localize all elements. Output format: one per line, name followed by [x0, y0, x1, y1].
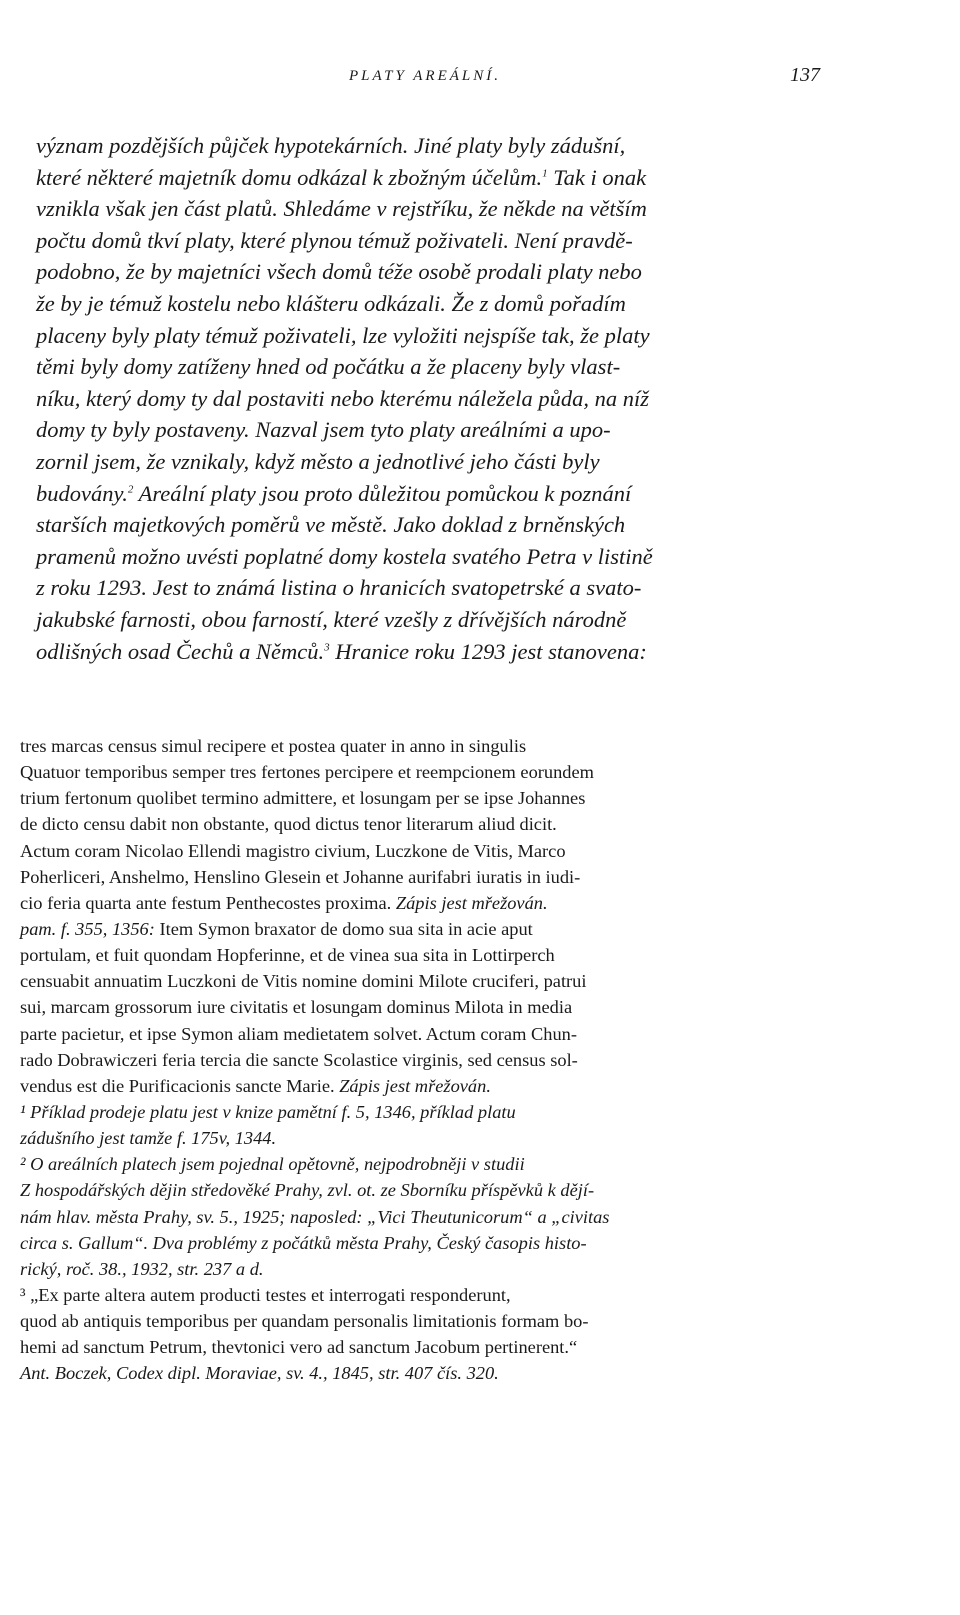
note-line	[20, 1360, 800, 1386]
text-line	[36, 509, 816, 541]
line-text: Actum coram Nicolao Ellendi magistro civium, Luczkone de Vitis, Marco	[20, 840, 566, 861]
line-text: vendus est die Purificacionis sancte Marie.	[20, 1075, 340, 1096]
note-line	[20, 785, 800, 811]
note-line	[20, 1308, 800, 1334]
note-line	[20, 1047, 800, 1073]
line-text: trium fertonum quolibet termino admittere, et losungam per se ipse Johannes	[20, 788, 586, 809]
text-line	[36, 414, 816, 446]
line-text: jakubské farnosti, obou farností, které vzešly z dřívějších národně	[36, 606, 627, 632]
note-line	[20, 1125, 800, 1151]
editorial-note: Zápis jest mřežován.	[339, 1075, 491, 1096]
note-line	[20, 1099, 800, 1125]
line-text: rický, roč. 38., 1932, str. 237 a d.	[20, 1258, 264, 1279]
text-line	[36, 130, 816, 162]
line-text: placeny byly platy témuž poživateli, lze vyložiti nejspíše tak, že platy	[36, 322, 650, 348]
note-line	[20, 811, 800, 837]
line-text: circa s. Gallum“. Dva problémy z počátků města Prahy, Český časopis histo-	[20, 1232, 587, 1253]
text-line	[36, 636, 816, 668]
note-line	[20, 1282, 800, 1308]
note-line	[20, 733, 800, 759]
line-text: zornil jsem, že vznikaly, když město a jednotlivé jeho části byly	[36, 448, 600, 474]
note-line	[20, 1073, 800, 1099]
line-text: Quatuor temporibus semper tres fertones percipere et reempcionem eorundem	[20, 762, 594, 783]
line-text: domy ty byly postaveny. Nazval jsem tyto platy areálními a upo-	[36, 417, 611, 443]
note-line	[20, 916, 800, 942]
note-line	[20, 1204, 800, 1230]
line-text-cont: Tak i onak	[547, 164, 647, 190]
note-line	[20, 890, 800, 916]
line-text: censuabit annuatim Luczkoni de Vitis nomine domini Milote cruciferi, patrui	[20, 971, 587, 992]
line-text: quod ab antiquis temporibus per quandam personalis limitationis formam bo-	[20, 1311, 589, 1332]
text-line	[36, 351, 816, 383]
line-text: že by je témuž kostelu nebo klášteru odkázali. Že z domů pořadím	[36, 290, 626, 316]
line-text: význam pozdějších půjček hypotekárních. Jiné platy byly zádušní,	[36, 133, 626, 158]
line-text: budovány.	[36, 480, 128, 506]
text-line	[36, 288, 816, 320]
text-line	[36, 256, 816, 288]
note-line	[20, 1230, 800, 1256]
line-text: počtu domů tkví platy, které plynou témuž poživateli. Není pravdě-	[36, 227, 633, 253]
note-line	[20, 1334, 800, 1360]
line-text: cio feria quarta ante festum Penthecostes proxima.	[20, 892, 396, 913]
line-text: Poherliceri, Anshelmo, Henslino Glesein et Johanne aurifabri iuratis in iudi-	[20, 866, 581, 887]
note-line	[20, 759, 800, 785]
line-text: de dicto censu dabit non obstante, quod dictus tenor literarum aliud dicit.	[20, 814, 557, 835]
note-line	[20, 838, 800, 864]
line-text: zádušního jest tamže f. 175v, 1344.	[20, 1128, 277, 1149]
note-line	[20, 1177, 800, 1203]
line-text-cont: Areální platy jsou proto důležitou pomůckou k poznání	[133, 480, 632, 506]
line-text: pramenů možno uvésti poplatné domy kostela svatého Petra v listině	[36, 543, 653, 569]
line-text-cont: Hranice roku 1293 jest stanovena:	[329, 638, 647, 664]
line-text: vznikla však jen část platů. Shledáme v rejstříku, že někde na větším	[36, 196, 647, 222]
line-text: tres marcas census simul recipere et postea quater in anno in singulis	[20, 736, 527, 756]
text-line	[36, 478, 816, 510]
line-text: nám hlav. města Prahy, sv. 5., 1925; naposled: „Vici Theutunicorum“ a „civitas	[20, 1206, 610, 1227]
line-text: těmi byly domy zatíženy hned od počátku a že placeny byly vlast-	[36, 354, 621, 380]
line-text: podobno, že by majetníci všech domů téže osobě prodali platy nebo	[36, 259, 642, 285]
text-line	[36, 604, 816, 636]
note-line	[20, 1021, 800, 1047]
note-line	[20, 1256, 800, 1282]
note-line	[20, 968, 800, 994]
line-text: rado Dobrawiczeri feria tercia die sancte Scolastice virginis, sed census sol-	[20, 1049, 578, 1070]
text-line	[36, 225, 816, 257]
text-line	[36, 383, 816, 415]
note-line	[20, 994, 800, 1020]
line-text: Z hospodářských dějin středověké Prahy, zvl. ot. ze Sborníku příspěvků k dějí-	[20, 1180, 595, 1201]
line-text: které některé majetník domu odkázal k zbožným účelům.	[36, 164, 543, 190]
line-text: starších majetkových poměrů ve městě. Jako doklad z brněnských	[36, 512, 626, 538]
line-text: sui, marcam grossorum iure civitatis et losungam dominus Milota in media	[20, 997, 573, 1018]
line-text: portulam, et fuit quondam Hopferinne, et de vinea sua sita in Lottirperch	[20, 945, 555, 966]
editorial-note: Zápis jest mřežován.	[395, 892, 548, 913]
footnote-ref: 1	[542, 167, 548, 180]
line-text: hemi ad sanctum Petrum, thevtonici vero ad sanctum Jacobum pertinerent.“	[20, 1337, 578, 1358]
line-text: ¹ Příklad prodeje platu jest v knize pamětní f. 5, 1346, příklad platu	[20, 1101, 516, 1122]
line-text-cont: Item Symon braxator de domo sua sita in acie aput	[154, 918, 533, 939]
note-line	[20, 864, 800, 890]
text-line	[36, 320, 816, 352]
main-text	[36, 130, 816, 667]
text-line	[36, 162, 816, 194]
line-text: níku, který domy ty dal postaviti nebo kterému náležela půda, na níž	[36, 385, 649, 411]
note-line	[20, 942, 800, 968]
line-text: odlišných osad Čechů a Němců.	[36, 638, 325, 664]
running-title: PLATY AREÁLNÍ.	[348, 68, 502, 84]
footnote-ref: 2	[127, 483, 134, 496]
text-line	[36, 193, 816, 225]
text-line	[36, 541, 816, 573]
text-line	[36, 572, 816, 604]
page-number: 137	[790, 64, 820, 86]
page-header	[30, 62, 820, 92]
line-text: Ant. Boczek, Codex dipl. Moraviae, sv. 4., 1845, str. 407 čís. 320.	[20, 1363, 499, 1384]
line-text: ³ „Ex parte altera autem producti testes et interrogati responderunt,	[20, 1284, 511, 1305]
line-text: pam. f. 355, 1356:	[20, 918, 155, 939]
footnotes	[20, 733, 800, 1387]
text-line	[36, 446, 816, 478]
footnote-ref: 3	[324, 641, 330, 653]
line-text: ² O areálních platech jsem pojednal opětovně, nejpodrobněji v studii	[20, 1154, 525, 1175]
line-text: z roku 1293. Jest to známá listina o hranicích svatopetrské a svato-	[36, 575, 642, 601]
line-text: parte pacietur, et ipse Symon aliam medietatem solvet. Actum coram Chun-	[20, 1023, 577, 1044]
note-line	[20, 1151, 800, 1177]
